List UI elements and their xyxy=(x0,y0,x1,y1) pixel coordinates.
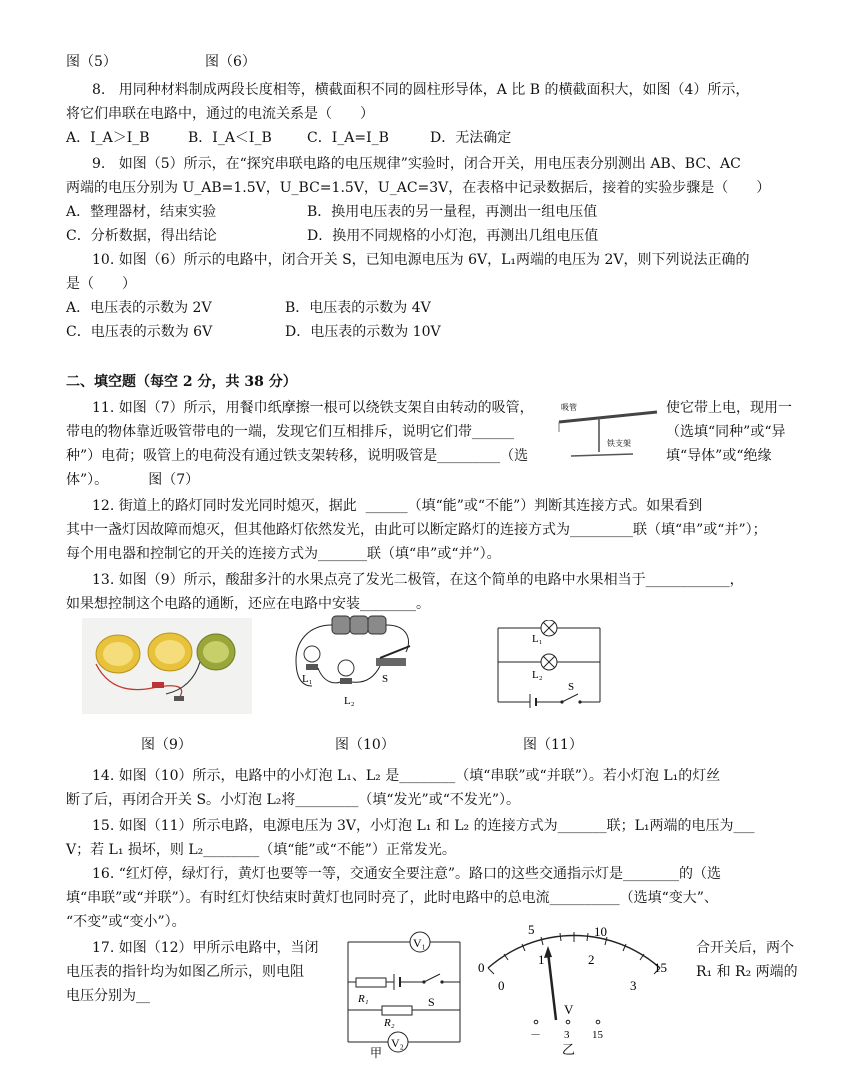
inner-scale-1: 1 xyxy=(538,952,545,967)
q12-line1: 12. 街道上的路灯同时发光同时熄灭，据此 ______（填“能”或“不能”）判断其连接方式。如果看到 xyxy=(92,498,703,514)
fig11-s-label: S xyxy=(568,681,575,693)
q9-option-d: D．换用不同规格的小灯泡，再测出几组电压值 xyxy=(307,228,599,244)
q15-line2: V；若 L₁ 损坏，则 L₂________（填“能”或“不能”）正常发光。 xyxy=(66,842,456,858)
straw-label: 吸管 xyxy=(561,403,577,412)
r2-label: R₂ xyxy=(384,1017,395,1029)
figure-12-yi xyxy=(474,918,682,1060)
inner-scale-2: 2 xyxy=(588,952,595,967)
q13-line1: 13. 如图（9）所示，酸甜多汁的水果点亮了发光二极管，在这个简单的电路中水果相当于____________， xyxy=(92,572,744,588)
q17-line1a: 17. 如图（12）甲所示电路中，当闭 xyxy=(92,940,319,956)
resistor-r1 xyxy=(356,978,386,987)
q11-line1a: 11. 如图（7）所示，用餐巾纸摩擦一根可以绕铁支架自由转动的吸管， xyxy=(92,400,534,416)
s-label: S xyxy=(428,995,435,1009)
figure-9 xyxy=(82,618,252,714)
q11-line2a: 带电的物体靠近吸管带电的一端，发现它们互相排斥，说明它们带______ xyxy=(66,424,514,440)
q9-line1: 9. 如图（5）所示，在“探究串联电路的电压规律”实验时，闭合开关，用电压表分别测出 AB、BC、AC xyxy=(92,156,741,172)
outer-scale-0: 0 xyxy=(478,960,485,975)
q16-line3: “不变”或“变小”）。 xyxy=(66,914,186,930)
q8-option-d: D．无法确定 xyxy=(430,130,512,146)
meter-v-label: V xyxy=(564,1002,574,1017)
q8-line1: 8. 用同种材料制成两段长度相等，横截面积不同的圆柱形导体，A 比 B 的横截面积大，如图（4）所示， xyxy=(92,82,750,98)
fig12-yi-caption: 乙 xyxy=(562,1042,576,1057)
q17-line2a: 电压表的指针均为如图乙所示，则电阻 xyxy=(66,964,304,980)
stand-label: 铁支架 xyxy=(607,439,631,448)
switch-lever xyxy=(380,646,410,658)
q17-line2b: R₁ 和 R₂ 两端的 xyxy=(696,964,798,980)
q11-line3a: 种”）电荷；吸管上的电荷没有通过铁支架转移，说明吸管是_________（选 xyxy=(66,448,529,464)
q14-line2: 断了后，再闭合开关 S。小灯泡 L₂将_________（填“发光”或“不发光”）。 xyxy=(66,792,521,808)
q10-option-b: B．电压表的示数为 4V xyxy=(285,300,431,316)
battery-cell-1 xyxy=(332,616,350,634)
inner-scale-0: 0 xyxy=(498,978,505,993)
battery-cell-3 xyxy=(368,616,386,634)
figure-11 xyxy=(492,620,606,708)
fig6-caption: 图（6） xyxy=(205,54,256,70)
q10-option-d: D．电压表的示数为 10V xyxy=(285,324,441,340)
q17-line3: 电压分别为__ xyxy=(66,988,150,1004)
q11-line4: 体”）。 图（7） xyxy=(66,472,200,488)
q8-option-a: A．I_A＞I_B xyxy=(66,130,150,146)
q12-line2: 其中一盏灯因故障而熄灭，但其他路灯依然发光，由此可以断定路灯的连接方式为_________联（填“串”或“并”）； xyxy=(66,522,767,538)
q11-line1b: 使它带上电，现用一 xyxy=(666,400,792,416)
q8-line2: 将它们串联在电路中，通过的电流关系是（ ） xyxy=(66,106,374,122)
switch-base xyxy=(376,658,406,666)
fig10-caption: 图（10） xyxy=(335,737,395,753)
fig10-s-label: S xyxy=(382,673,389,685)
q9-option-b: B．换用电压表的另一量程，再测出一组电压值 xyxy=(307,204,598,220)
fig11-l2-label: L₂ xyxy=(532,669,543,681)
bulb-l1 xyxy=(304,646,320,662)
r1-label: R₁ xyxy=(358,993,369,1005)
v2-label: V₂ xyxy=(391,1036,404,1050)
fig10-l2-label: L₂ xyxy=(344,695,355,707)
terminal-neg xyxy=(534,1020,538,1024)
v1-label: V₁ xyxy=(413,936,426,950)
q13-line2: 如果想控制这个电路的通断，还应在电路中安装________。 xyxy=(66,596,430,612)
fig12-jia-caption: 甲 xyxy=(370,1046,383,1060)
battery-cell-2 xyxy=(350,616,368,634)
q10-option-a: A．电压表的示数为 2V xyxy=(66,300,212,316)
q14-line1: 14. 如图（10）所示，电路中的小灯泡 L₁、L₂ 是________（填“串联”或“并联”）。若小灯泡 L₁的灯丝 xyxy=(92,768,721,784)
figure-7 xyxy=(553,396,663,466)
figure-12-jia xyxy=(338,926,470,1060)
q15-line1: 15. 如图（11）所示电路，电源电压为 3V，小灯泡 L₁ 和 L₂ 的连接方式为_______联；L₁两端的电压为___ xyxy=(92,818,755,834)
dial-ticks xyxy=(488,932,660,974)
q10-line1: 10. 如图（6）所示的电路中，闭合开关 S，已知电源电压为 6V，L₁两端的电压为 2V，则下列说法正确的 xyxy=(92,252,750,268)
q9-option-a: A．整理器材，结束实验 xyxy=(66,204,217,220)
fig9-caption: 图（9） xyxy=(141,737,192,753)
outer-scale-10: 10 xyxy=(594,924,607,939)
q9-line2: 两端的电压分别为 U_AB=1.5V，U_BC=1.5V，U_AC=3V，在表格中记录数据后，接着的实验步骤是（ ） xyxy=(66,180,771,196)
terminal-3-label: 3 xyxy=(564,1029,570,1041)
q11-line3b: 填“导体”或“绝缘 xyxy=(666,448,772,464)
led-clip xyxy=(152,682,164,688)
terminal-neg-label: － xyxy=(530,1029,541,1041)
fig11-caption: 图（11） xyxy=(523,737,583,753)
switch-s xyxy=(424,974,440,982)
straw-shape xyxy=(559,412,657,422)
q9-option-c: C．分析数据，得出结论 xyxy=(66,228,217,244)
switch-s xyxy=(562,694,578,702)
dial-pointer xyxy=(548,952,556,1020)
outer-scale-15: 15 xyxy=(654,960,667,975)
q11-line2b: （选填“同种”或“异 xyxy=(666,424,786,440)
resistor-r2 xyxy=(382,1006,412,1015)
q12-line3: 每个用电器和控制它的开关的连接方式为_______联（填“串”或“并”）。 xyxy=(66,546,501,562)
terminal-3 xyxy=(566,1020,570,1024)
terminal-15-label: 15 xyxy=(592,1029,603,1041)
terminal-15 xyxy=(596,1020,600,1024)
section2-title: 二、填空题（每空 2 分，共 38 分） xyxy=(66,374,297,390)
figure-10 xyxy=(288,612,418,708)
q10-line2: 是（ ） xyxy=(66,276,136,292)
outer-scale-5: 5 xyxy=(528,922,535,937)
q10-option-c: C．电压表的示数为 6V xyxy=(66,324,213,340)
fig11-l1-label: L₁ xyxy=(532,633,543,645)
fig10-l1-label: L₁ xyxy=(302,673,313,685)
q16-line2: 填“串联”或“并联”）。有时红灯快结束时黄灯也同时亮了，此时电路中的总电流__________（选填“变大”、 xyxy=(66,890,718,906)
q8-option-c: C．I_A=I_B xyxy=(307,130,389,146)
inner-scale-3: 3 xyxy=(630,978,637,993)
fig5-caption: 图（5） xyxy=(66,54,117,70)
stand-base xyxy=(571,454,633,456)
q17-line1b: 合开关后，两个 xyxy=(696,940,794,956)
bulb-l2 xyxy=(338,660,354,676)
q16-line1: 16. “红灯停，绿灯行，黄灯也要等一等，交通安全要注意”。路口的这些交通指示灯是________的（选 xyxy=(92,866,722,882)
q8-option-b: B．I_A＜I_B xyxy=(188,130,272,146)
